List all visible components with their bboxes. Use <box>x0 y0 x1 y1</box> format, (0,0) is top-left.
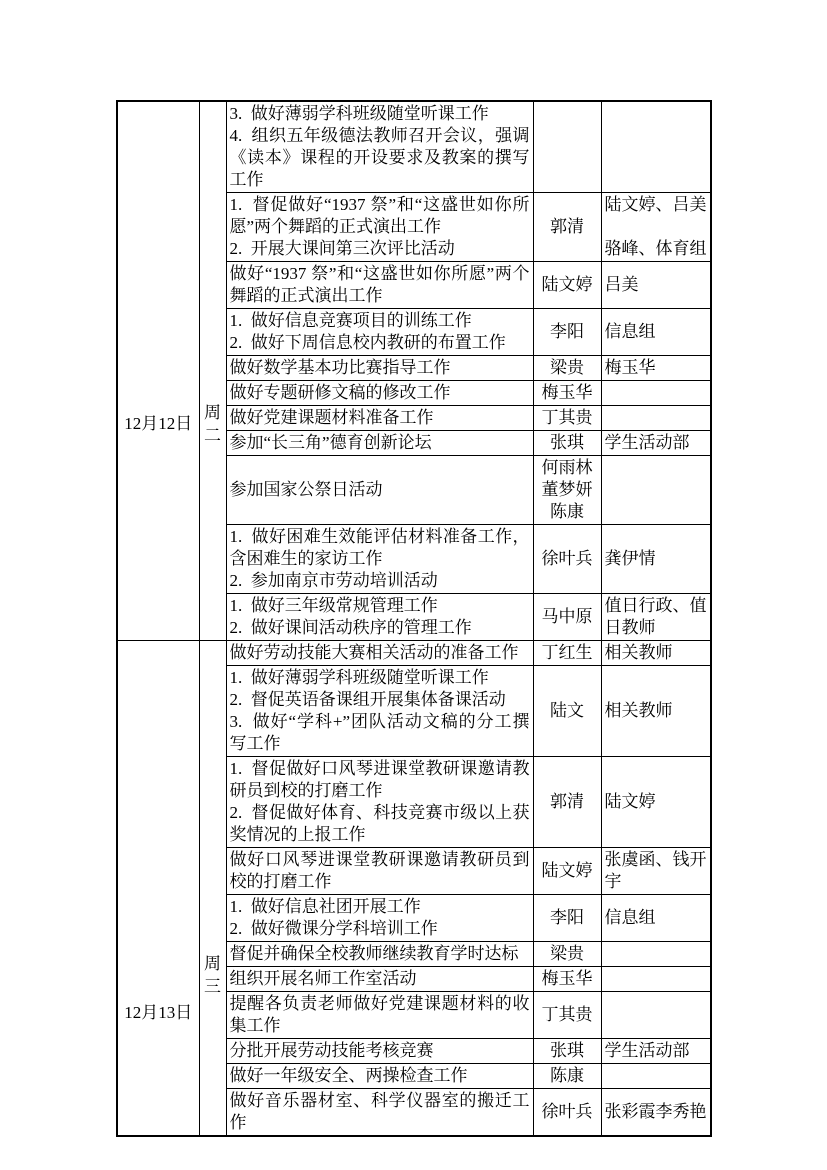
task-cell <box>226 1089 533 1137</box>
task-line: 做好劳动技能大赛相关活动的准备工作 <box>229 643 519 662</box>
person-line: 梅玉华 <box>541 969 593 988</box>
person-cell <box>533 309 601 356</box>
person-cell <box>533 193 601 262</box>
person-cell <box>533 101 601 193</box>
task-cell <box>226 1064 533 1089</box>
task-line: 做好党建课题材料准备工作 <box>229 408 434 427</box>
person-cell <box>533 757 601 848</box>
task-line: 1. 做好信息社团开展工作 <box>229 897 421 916</box>
related-cell <box>601 431 711 456</box>
task-cell <box>226 262 533 309</box>
task-cell <box>226 967 533 992</box>
table-row <box>117 641 711 666</box>
task-line: 做好音乐器材室、科学仪器室的搬迁工作 <box>229 1091 530 1132</box>
task-line: 4. 组织五年级德法教师召开会议，强调《读本》课程的开设要求及教案的撰写工作 <box>229 126 530 189</box>
person-cell <box>533 594 601 641</box>
person-line: 郭清 <box>550 217 584 236</box>
task-cell <box>226 456 533 525</box>
person-line: 陆文婷 <box>541 275 593 294</box>
person-line <box>537 136 598 158</box>
task-line: 2. 做好微课分学科培训工作 <box>229 919 438 938</box>
person-line: 丁其贵 <box>541 1005 593 1024</box>
task-cell <box>226 309 533 356</box>
task-line: 3. 做好“学科+”团队活动文稿的分工撰写工作 <box>229 712 530 753</box>
task-cell <box>226 594 533 641</box>
task-cell <box>226 525 533 594</box>
task-cell <box>226 666 533 757</box>
task-cell <box>226 356 533 381</box>
related-cell <box>601 1089 711 1137</box>
task-line: 提醒各负责老师做好党建课题材料的收集工作 <box>229 994 530 1035</box>
related-cell <box>601 309 711 356</box>
day-cell <box>199 101 226 641</box>
related-line: 龚伊情 <box>604 549 656 568</box>
day-text: 三 <box>204 976 221 996</box>
related-cell <box>601 381 711 406</box>
related-cell <box>601 406 711 431</box>
task-line: 督促并确保全校教师继续教育学时达标 <box>229 944 519 963</box>
related-cell <box>601 1039 711 1064</box>
related-line <box>605 407 708 429</box>
related-line: 陆文婷 <box>604 792 656 811</box>
person-cell <box>533 262 601 309</box>
related-cell <box>601 967 711 992</box>
person-cell <box>533 525 601 594</box>
person-cell <box>533 1064 601 1089</box>
task-line: 分批开展劳动技能考核竞赛 <box>229 1041 434 1060</box>
person-line: 梅玉华 <box>541 383 593 402</box>
related-line <box>605 382 708 404</box>
related-cell <box>601 942 711 967</box>
related-line <box>605 479 708 501</box>
related-line <box>605 1004 708 1026</box>
task-cell <box>226 406 533 431</box>
task-line: 做好口风琴进课堂教研课邀请教研员到校的打磨工作 <box>229 850 530 891</box>
person-line: 李阳 <box>550 908 584 927</box>
day-cell <box>199 641 226 1137</box>
person-line: 陆文婷 <box>541 861 593 880</box>
person-line: 丁红生 <box>541 643 593 662</box>
related-line: 学生活动部 <box>604 433 690 452</box>
related-cell <box>601 992 711 1039</box>
day-text: 周 <box>204 953 221 973</box>
table-row <box>117 101 711 193</box>
related-line: 值日行政、值日教师 <box>604 596 707 637</box>
person-line: 陈康 <box>550 502 584 521</box>
task-cell <box>226 757 533 848</box>
task-line: 1. 做好困难生效能评估材料准备工作，含困难生的家访工作 <box>229 527 530 568</box>
related-line <box>605 943 708 965</box>
task-cell <box>226 641 533 666</box>
related-line: 梅玉华 <box>604 358 656 377</box>
task-line: 2. 开展大课间第三次评比活动 <box>229 239 455 258</box>
related-cell <box>601 525 711 594</box>
related-cell <box>601 193 711 262</box>
person-line: 何雨林 <box>541 458 593 477</box>
day-text: 二 <box>204 425 221 445</box>
person-cell <box>533 967 601 992</box>
task-cell <box>226 992 533 1039</box>
related-line: 相关教师 <box>604 701 673 720</box>
person-cell <box>533 848 601 895</box>
task-line: 1. 督促做好口风琴进课堂教研课邀请教研员到校的打磨工作 <box>229 759 530 800</box>
related-cell <box>601 895 711 942</box>
task-cell <box>226 942 533 967</box>
related-line: 吕美 <box>604 275 639 294</box>
task-line: 参加国家公祭日活动 <box>229 480 383 499</box>
person-cell <box>533 1039 601 1064</box>
task-line: 2. 做好下周信息校内教研的布置工作 <box>229 333 506 352</box>
task-cell <box>226 193 533 262</box>
related-line: 张虞函、钱开宇 <box>604 850 707 891</box>
task-line: 2. 参加南京市劳动培训活动 <box>229 571 438 590</box>
task-line: 1. 做好薄弱学科班级随堂听课工作 <box>229 668 489 687</box>
task-cell <box>226 848 533 895</box>
person-line: 梁贵 <box>550 944 584 963</box>
person-cell <box>533 431 601 456</box>
day-section <box>117 101 711 641</box>
date-cell <box>117 101 199 641</box>
task-line: 做好数学基本功比赛指导工作 <box>229 358 451 377</box>
day-text: 周 <box>204 402 221 422</box>
task-line: 做好“1937 祭”和“这盛世如你所愿”两个舞蹈的正式演出工作 <box>229 264 530 305</box>
person-cell <box>533 356 601 381</box>
related-line: 骆峰、体育组 <box>604 239 707 258</box>
person-line: 马中原 <box>541 607 593 626</box>
date-text: 12月13日 <box>124 1003 193 1022</box>
related-line: 信息组 <box>604 322 656 341</box>
schedule-table <box>116 100 712 1137</box>
related-line: 张彩霞李秀艳 <box>604 1102 707 1121</box>
person-line: 徐叶兵 <box>541 1102 593 1121</box>
person-line: 董梦妍 <box>541 480 593 499</box>
person-cell <box>533 992 601 1039</box>
task-line: 做好一年级安全、两操检查工作 <box>229 1066 468 1085</box>
task-cell <box>226 101 533 193</box>
task-line: 2. 督促英语备课组开展集体备课活动 <box>229 690 506 709</box>
task-line: 做好专题研修文稿的修改工作 <box>229 383 451 402</box>
related-cell <box>601 757 711 848</box>
task-line: 2. 督促做好体育、科技竞赛市级以上获奖情况的上报工作 <box>229 803 530 844</box>
task-line: 1. 做好三年级常规管理工作 <box>229 596 438 615</box>
related-line: 相关教师 <box>604 643 673 662</box>
date-text: 12月12日 <box>124 413 193 433</box>
person-line: 梁贵 <box>550 358 584 377</box>
person-cell <box>533 942 601 967</box>
task-line: 1. 做好信息竞赛项目的训练工作 <box>229 311 472 330</box>
task-line: 1. 督促做好“1937 祭”和“这盛世如你所愿”两个舞蹈的正式演出工作 <box>229 195 530 236</box>
task-cell <box>226 381 533 406</box>
related-line <box>605 136 708 158</box>
date-cell <box>117 641 199 1137</box>
related-cell <box>601 1064 711 1089</box>
task-cell <box>226 1039 533 1064</box>
related-cell <box>601 641 711 666</box>
related-cell <box>601 356 711 381</box>
related-line <box>605 1065 708 1087</box>
person-line: 陈康 <box>550 1066 584 1085</box>
related-cell <box>601 594 711 641</box>
related-line: 学生活动部 <box>604 1041 690 1060</box>
task-cell <box>226 895 533 942</box>
person-cell <box>533 381 601 406</box>
related-line: 信息组 <box>604 908 656 927</box>
person-line: 徐叶兵 <box>541 549 593 568</box>
related-cell <box>601 101 711 193</box>
person-line: 丁其贵 <box>541 408 593 427</box>
related-cell <box>601 666 711 757</box>
person-cell <box>533 666 601 757</box>
person-cell <box>533 406 601 431</box>
related-line: 陆文婷、吕美 <box>604 195 707 214</box>
task-line: 组织开展名师工作室活动 <box>229 969 417 988</box>
related-line <box>605 216 708 238</box>
task-line: 参加“长三角”德育创新论坛 <box>229 433 432 452</box>
related-cell <box>601 848 711 895</box>
person-line: 张琪 <box>550 433 584 452</box>
person-line: 陆文 <box>550 701 584 720</box>
task-line: 3. 做好薄弱学科班级随堂听课工作 <box>229 104 489 123</box>
related-cell <box>601 456 711 525</box>
person-cell <box>533 895 601 942</box>
related-cell <box>601 262 711 309</box>
person-line: 李阳 <box>550 322 584 341</box>
person-line: 张琪 <box>550 1041 584 1060</box>
day-section <box>117 641 711 1137</box>
person-cell <box>533 456 601 525</box>
person-cell <box>533 641 601 666</box>
task-line: 2. 做好课间活动秩序的管理工作 <box>229 618 472 637</box>
person-cell <box>533 1089 601 1137</box>
person-line: 郭清 <box>550 792 584 811</box>
related-line <box>605 968 708 990</box>
task-cell <box>226 431 533 456</box>
